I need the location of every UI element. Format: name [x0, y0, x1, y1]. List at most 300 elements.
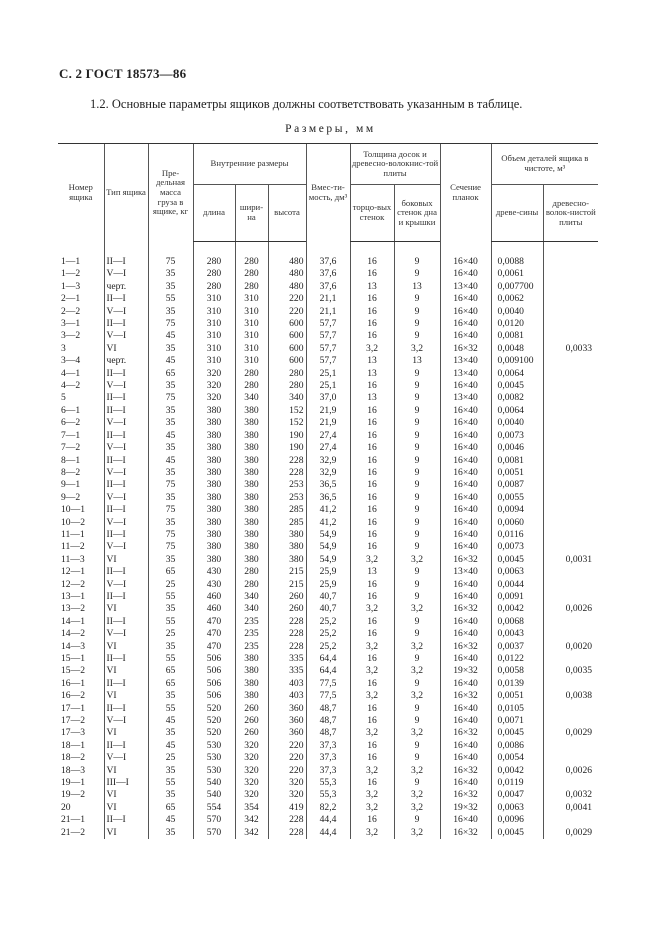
inner-length-cell: 520: [193, 703, 235, 715]
table-row: [58, 467, 598, 479]
fiberboard-volume-cell: [543, 306, 598, 318]
capacity-cell: 37,6: [306, 281, 350, 293]
wood-volume-cell: 0,0073: [491, 541, 543, 553]
fiberboard-volume-cell: [543, 330, 598, 342]
wood-volume-cell: 0,0060: [491, 517, 543, 529]
slat-section-cell: 16×40: [440, 293, 491, 305]
end-wall-thickness-cell: 3,2: [350, 603, 394, 615]
box-number-cell: 6—1: [61, 404, 81, 416]
inner-length-cell: 380: [193, 455, 235, 467]
fiberboard-volume-cell: 0,0033: [543, 343, 598, 355]
max-mass-cell: 75: [148, 318, 193, 330]
box-type-cell: VI: [104, 727, 148, 739]
capacity-cell: 37,0: [306, 392, 350, 404]
side-wall-thickness-cell: 9: [394, 653, 440, 665]
capacity-cell: 21,9: [306, 417, 350, 429]
inner-width-cell: 380: [235, 455, 268, 467]
side-wall-thickness-cell: 3,2: [394, 641, 440, 653]
inner-width-cell: 380: [235, 554, 268, 566]
inner-length-cell: 380: [193, 479, 235, 491]
inner-width-cell: 342: [235, 827, 268, 839]
box-type-cell: II—I: [104, 293, 148, 305]
inner-height-cell: 220: [268, 293, 306, 305]
slat-section-cell: 16×32: [440, 690, 491, 702]
max-mass-cell: 35: [148, 306, 193, 318]
inner-width-cell: 380: [235, 690, 268, 702]
header-height: высота: [268, 185, 306, 242]
fiberboard-volume-cell: 0,0029: [543, 827, 598, 839]
table-row: [58, 740, 598, 752]
slat-section-cell: 16×32: [440, 554, 491, 566]
wood-volume-cell: 0,0096: [491, 814, 543, 826]
inner-width-cell: 280: [235, 268, 268, 280]
table-row: [58, 554, 598, 566]
inner-height-cell: 215: [268, 566, 306, 578]
box-number-cell: 11—1: [61, 528, 85, 540]
box-type-cell: II—I: [104, 479, 148, 491]
capacity-cell: 57,7: [306, 318, 350, 330]
inner-width-cell: 260: [235, 703, 268, 715]
slat-section-cell: 16×40: [440, 541, 491, 553]
fiberboard-volume-cell: [543, 740, 598, 752]
max-mass-cell: 35: [148, 690, 193, 702]
header-side-walls: боковых стенок дна и крышки: [394, 185, 440, 242]
capacity-cell: 44,4: [306, 827, 350, 839]
inner-width-cell: 380: [235, 665, 268, 677]
side-wall-thickness-cell: 9: [394, 740, 440, 752]
inner-width-cell: 310: [235, 318, 268, 330]
max-mass-cell: 55: [148, 777, 193, 789]
capacity-cell: 41,2: [306, 504, 350, 516]
wood-volume-cell: 0,0122: [491, 653, 543, 665]
fiberboard-volume-cell: [543, 455, 598, 467]
inner-height-cell: 480: [268, 281, 306, 293]
capacity-cell: 54,9: [306, 529, 350, 541]
wood-volume-cell: 0,0045: [491, 554, 543, 566]
box-type-cell: II—I: [104, 566, 148, 578]
inner-length-cell: 380: [193, 529, 235, 541]
box-number-cell: 3—2: [61, 330, 81, 342]
fiberboard-volume-cell: [543, 442, 598, 454]
wood-volume-cell: 0,0043: [491, 628, 543, 640]
end-wall-thickness-cell: 16: [350, 442, 394, 454]
end-wall-thickness-cell: 3,2: [350, 827, 394, 839]
box-number-cell: 13—2: [61, 603, 85, 615]
max-mass-cell: 25: [148, 752, 193, 764]
wood-volume-cell: 0,0063: [491, 802, 543, 814]
max-mass-cell: 35: [148, 467, 193, 479]
inner-length-cell: 310: [193, 293, 235, 305]
max-mass-cell: 55: [148, 703, 193, 715]
wood-volume-cell: 0,0058: [491, 665, 543, 677]
max-mass-cell: 45: [148, 814, 193, 826]
table-row: [58, 392, 598, 404]
parameters-table-container: [58, 143, 598, 839]
max-mass-cell: 35: [148, 641, 193, 653]
max-mass-cell: 35: [148, 405, 193, 417]
inner-height-cell: 253: [268, 492, 306, 504]
inner-height-cell: 152: [268, 417, 306, 429]
wood-volume-cell: 0,0048: [491, 343, 543, 355]
side-wall-thickness-cell: 3,2: [394, 802, 440, 814]
table-row: [58, 777, 598, 789]
table-row: [58, 455, 598, 467]
inner-width-cell: 260: [235, 715, 268, 727]
inner-height-cell: 285: [268, 517, 306, 529]
table-row: [58, 579, 598, 591]
inner-height-cell: 380: [268, 554, 306, 566]
side-wall-thickness-cell: 3,2: [394, 765, 440, 777]
inner-width-cell: 280: [235, 380, 268, 392]
box-type-cell: V—I: [104, 628, 148, 640]
table-row: [58, 343, 598, 355]
inner-length-cell: 506: [193, 665, 235, 677]
inner-length-cell: 310: [193, 355, 235, 367]
max-mass-cell: 25: [148, 579, 193, 591]
header-max-mass: Пре-дельная масса груза в ящике, кг: [148, 144, 193, 242]
end-wall-thickness-cell: 3,2: [350, 641, 394, 653]
fiberboard-volume-cell: [543, 703, 598, 715]
inner-height-cell: 600: [268, 330, 306, 342]
box-number-cell: 13—1: [61, 590, 85, 602]
capacity-cell: 41,2: [306, 517, 350, 529]
fiberboard-volume-cell: 0,0026: [543, 765, 598, 777]
end-wall-thickness-cell: 16: [350, 242, 394, 269]
inner-height-cell: 320: [268, 789, 306, 801]
header-inner-dimensions: Внутренние размеры: [193, 144, 306, 185]
box-number-cell: 18—2: [61, 752, 85, 764]
inner-height-cell: 220: [268, 752, 306, 764]
max-mass-cell: 45: [148, 740, 193, 752]
end-wall-thickness-cell: 16: [350, 628, 394, 640]
wood-volume-cell: 0,0088: [491, 242, 543, 269]
box-type-cell: II—I: [104, 455, 148, 467]
inner-height-cell: 285: [268, 504, 306, 516]
max-mass-cell: 65: [148, 665, 193, 677]
inner-width-cell: 380: [235, 678, 268, 690]
inner-height-cell: 215: [268, 579, 306, 591]
inner-width-cell: 280: [235, 242, 268, 269]
box-type-cell: V—I: [104, 330, 148, 342]
max-mass-cell: 35: [148, 268, 193, 280]
table-row: [58, 765, 598, 777]
capacity-cell: 25,2: [306, 641, 350, 653]
fiberboard-volume-cell: [543, 529, 598, 541]
inner-height-cell: 220: [268, 740, 306, 752]
inner-height-cell: 228: [268, 467, 306, 479]
side-wall-thickness-cell: 13: [394, 281, 440, 293]
fiberboard-volume-cell: [543, 467, 598, 479]
box-type-cell: VI: [104, 789, 148, 801]
max-mass-cell: 65: [148, 566, 193, 578]
box-type-cell: V—I: [104, 517, 148, 529]
inner-length-cell: 430: [193, 566, 235, 578]
end-wall-thickness-cell: 16: [350, 591, 394, 603]
box-type-cell: V—I: [104, 306, 148, 318]
box-number-cell: 1—3: [61, 280, 81, 292]
side-wall-thickness-cell: 9: [394, 293, 440, 305]
inner-width-cell: 320: [235, 777, 268, 789]
slat-section-cell: 16×32: [440, 827, 491, 839]
capacity-cell: 48,7: [306, 727, 350, 739]
wood-volume-cell: 0,009100: [491, 355, 543, 367]
wood-volume-cell: 0,0045: [491, 380, 543, 392]
inner-height-cell: 480: [268, 242, 306, 269]
slat-section-cell: 19×32: [440, 665, 491, 677]
box-type-cell: VI: [104, 665, 148, 677]
side-wall-thickness-cell: 9: [394, 579, 440, 591]
table-row: [58, 268, 598, 280]
inner-height-cell: 480: [268, 268, 306, 280]
box-number-cell: 8—1: [61, 454, 81, 466]
inner-length-cell: 506: [193, 690, 235, 702]
inner-width-cell: 280: [235, 566, 268, 578]
capacity-cell: 48,7: [306, 703, 350, 715]
wood-volume-cell: 0,0064: [491, 405, 543, 417]
inner-width-cell: 235: [235, 616, 268, 628]
box-type-cell: V—I: [104, 268, 148, 280]
side-wall-thickness-cell: 9: [394, 591, 440, 603]
inner-height-cell: 600: [268, 318, 306, 330]
side-wall-thickness-cell: 9: [394, 616, 440, 628]
slat-section-cell: 16×40: [440, 504, 491, 516]
side-wall-thickness-cell: 9: [394, 392, 440, 404]
capacity-cell: 64,4: [306, 665, 350, 677]
inner-width-cell: 354: [235, 802, 268, 814]
fiberboard-volume-cell: 0,0031: [543, 554, 598, 566]
end-wall-thickness-cell: 3,2: [350, 727, 394, 739]
end-wall-thickness-cell: 16: [350, 504, 394, 516]
box-number-cell: 21—2: [61, 826, 85, 838]
end-wall-thickness-cell: 16: [350, 380, 394, 392]
fiberboard-volume-cell: 0,0020: [543, 641, 598, 653]
end-wall-thickness-cell: 16: [350, 653, 394, 665]
box-number-cell: 20: [61, 801, 71, 813]
wood-volume-cell: 0,0037: [491, 641, 543, 653]
inner-width-cell: 380: [235, 504, 268, 516]
header-length: длина: [193, 185, 235, 242]
box-number-cell: 2—2: [61, 305, 81, 317]
wood-volume-cell: 0,0062: [491, 293, 543, 305]
inner-length-cell: 530: [193, 752, 235, 764]
inner-width-cell: 380: [235, 417, 268, 429]
capacity-cell: 55,3: [306, 789, 350, 801]
table-row: [58, 727, 598, 739]
capacity-cell: 25,9: [306, 566, 350, 578]
fiberboard-volume-cell: [543, 492, 598, 504]
slat-section-cell: 16×40: [440, 814, 491, 826]
table-row: [58, 380, 598, 392]
box-type-cell: II—I: [104, 616, 148, 628]
box-number-cell: 18—1: [61, 739, 85, 751]
slat-section-cell: 16×40: [440, 380, 491, 392]
inner-width-cell: 380: [235, 467, 268, 479]
inner-height-cell: 280: [268, 368, 306, 380]
capacity-cell: 55,3: [306, 777, 350, 789]
inner-width-cell: 380: [235, 479, 268, 491]
box-number-cell: 19—2: [61, 789, 85, 801]
table-row: [58, 715, 598, 727]
side-wall-thickness-cell: 3,2: [394, 343, 440, 355]
slat-section-cell: 16×40: [440, 517, 491, 529]
box-number-cell: 17—2: [61, 715, 85, 727]
box-number-cell: 17—1: [61, 702, 85, 714]
end-wall-thickness-cell: 13: [350, 355, 394, 367]
slat-section-cell: 16×40: [440, 752, 491, 764]
side-wall-thickness-cell: 9: [394, 368, 440, 380]
slat-section-cell: 16×32: [440, 765, 491, 777]
max-mass-cell: 25: [148, 628, 193, 640]
box-type-cell: II—I: [104, 392, 148, 404]
inner-length-cell: 554: [193, 802, 235, 814]
wood-volume-cell: 0,0081: [491, 455, 543, 467]
inner-height-cell: 220: [268, 765, 306, 777]
box-number-cell: 17—3: [61, 727, 85, 739]
table-row: [58, 616, 598, 628]
box-number-cell: 2—1: [61, 293, 81, 305]
max-mass-cell: 35: [148, 554, 193, 566]
wood-volume-cell: 0,0071: [491, 715, 543, 727]
end-wall-thickness-cell: 16: [350, 616, 394, 628]
box-type-cell: V—I: [104, 541, 148, 553]
wood-volume-cell: 0,0051: [491, 467, 543, 479]
inner-width-cell: 260: [235, 727, 268, 739]
fiberboard-volume-cell: 0,0035: [543, 665, 598, 677]
side-wall-thickness-cell: 3,2: [394, 554, 440, 566]
box-type-cell: II—I: [104, 430, 148, 442]
fiberboard-volume-cell: [543, 678, 598, 690]
fiberboard-volume-cell: [543, 242, 598, 269]
wood-volume-cell: 0,0068: [491, 616, 543, 628]
box-type-cell: V—I: [104, 417, 148, 429]
inner-height-cell: 320: [268, 777, 306, 789]
box-type-cell: V—I: [104, 492, 148, 504]
box-type-cell: II—I: [104, 740, 148, 752]
table-row: [58, 293, 598, 305]
box-number-cell: 1—1: [61, 255, 81, 267]
box-number-cell: 9—1: [61, 479, 81, 491]
wood-volume-cell: 0,0091: [491, 591, 543, 603]
box-type-cell: VI: [104, 765, 148, 777]
table-body: [58, 242, 598, 840]
max-mass-cell: 55: [148, 591, 193, 603]
side-wall-thickness-cell: 9: [394, 504, 440, 516]
fiberboard-volume-cell: [543, 517, 598, 529]
wood-volume-cell: 0,0040: [491, 306, 543, 318]
capacity-cell: 21,9: [306, 405, 350, 417]
inner-width-cell: 380: [235, 430, 268, 442]
header-capacity: Вмес-ти-мость, дм³: [306, 144, 350, 242]
capacity-cell: 25,1: [306, 380, 350, 392]
slat-section-cell: 16×40: [440, 740, 491, 752]
inner-height-cell: 228: [268, 616, 306, 628]
slat-section-cell: 16×32: [440, 727, 491, 739]
box-type-cell: II—I: [104, 242, 148, 269]
end-wall-thickness-cell: 16: [350, 740, 394, 752]
capacity-cell: 36,5: [306, 492, 350, 504]
inner-length-cell: 320: [193, 392, 235, 404]
end-wall-thickness-cell: 3,2: [350, 765, 394, 777]
side-wall-thickness-cell: 9: [394, 517, 440, 529]
inner-width-cell: 340: [235, 591, 268, 603]
table-row: [58, 281, 598, 293]
end-wall-thickness-cell: 16: [350, 517, 394, 529]
wood-volume-cell: 0,0044: [491, 579, 543, 591]
capacity-cell: 57,7: [306, 355, 350, 367]
inner-height-cell: 380: [268, 541, 306, 553]
box-number-cell: 7—2: [61, 442, 81, 454]
box-type-cell: V—I: [104, 442, 148, 454]
inner-width-cell: 380: [235, 405, 268, 417]
max-mass-cell: 35: [148, 492, 193, 504]
slat-section-cell: 16×40: [440, 579, 491, 591]
inner-length-cell: 506: [193, 678, 235, 690]
table-row: [58, 653, 598, 665]
inner-width-cell: 380: [235, 541, 268, 553]
end-wall-thickness-cell: 16: [350, 814, 394, 826]
box-type-cell: II—I: [104, 814, 148, 826]
slat-section-cell: 13×40: [440, 566, 491, 578]
table-row: [58, 306, 598, 318]
table-row: [58, 405, 598, 417]
table-row: [58, 827, 598, 839]
inner-width-cell: 340: [235, 603, 268, 615]
slat-section-cell: 13×40: [440, 368, 491, 380]
table-row: [58, 665, 598, 677]
table-row: [58, 355, 598, 367]
wood-volume-cell: 0,0105: [491, 703, 543, 715]
inner-length-cell: 380: [193, 541, 235, 553]
slat-section-cell: 16×40: [440, 591, 491, 603]
end-wall-thickness-cell: 16: [350, 318, 394, 330]
slat-section-cell: 16×40: [440, 715, 491, 727]
side-wall-thickness-cell: 9: [394, 628, 440, 640]
end-wall-thickness-cell: 16: [350, 430, 394, 442]
inner-length-cell: 310: [193, 343, 235, 355]
box-number-cell: 14—1: [61, 615, 85, 627]
slat-section-cell: 16×40: [440, 405, 491, 417]
table-row: [58, 690, 598, 702]
box-type-cell: V—I: [104, 752, 148, 764]
table-row: [58, 318, 598, 330]
table-row: [58, 504, 598, 516]
capacity-cell: 57,7: [306, 330, 350, 342]
table-row: [58, 591, 598, 603]
box-number-cell: 12—1: [61, 566, 85, 578]
side-wall-thickness-cell: 3,2: [394, 789, 440, 801]
box-type-cell: II—I: [104, 368, 148, 380]
box-type-cell: II—I: [104, 504, 148, 516]
side-wall-thickness-cell: 9: [394, 306, 440, 318]
end-wall-thickness-cell: 16: [350, 479, 394, 491]
box-number-cell: 11—2: [61, 541, 85, 553]
wood-volume-cell: 0,007700: [491, 281, 543, 293]
capacity-cell: 48,7: [306, 715, 350, 727]
wood-volume-cell: 0,0045: [491, 827, 543, 839]
inner-length-cell: 380: [193, 554, 235, 566]
end-wall-thickness-cell: 16: [350, 678, 394, 690]
end-wall-thickness-cell: 16: [350, 715, 394, 727]
max-mass-cell: 65: [148, 678, 193, 690]
inner-width-cell: 320: [235, 740, 268, 752]
max-mass-cell: 45: [148, 715, 193, 727]
inner-length-cell: 520: [193, 727, 235, 739]
inner-length-cell: 570: [193, 814, 235, 826]
wood-volume-cell: 0,0055: [491, 492, 543, 504]
table-row: [58, 541, 598, 553]
slat-section-cell: 16×40: [440, 242, 491, 269]
page-header: С. 2 ГОСТ 18573—86: [59, 66, 187, 81]
